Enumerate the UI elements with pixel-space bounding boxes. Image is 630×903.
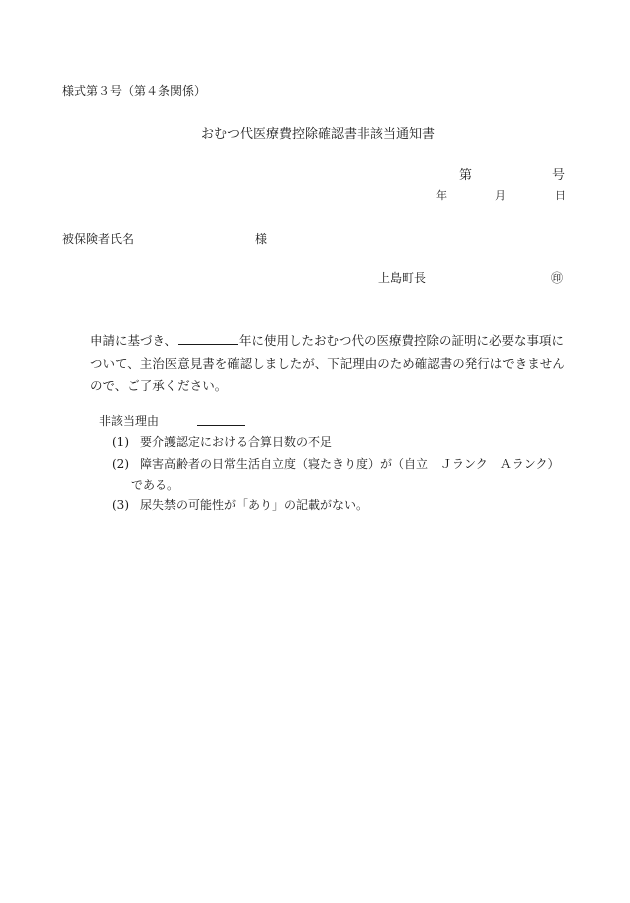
body-line-3: ので、ご了承ください。 — [90, 378, 228, 393]
reason-item-1 — [112, 433, 332, 450]
issuer: 上島町長 — [378, 271, 427, 285]
reason-label: 非該当理由 — [99, 414, 160, 428]
reason-item-2 — [112, 455, 560, 472]
insured-name-label: 被保険者氏名 — [62, 232, 135, 246]
body-line-2: ついて、主治医意見書を確認しましたが、下記理由のため確認書の発行はできません — [90, 355, 565, 371]
date-day-label: 日 — [555, 189, 566, 202]
date-month-label: 月 — [495, 189, 506, 202]
reason-item-3 — [112, 496, 368, 513]
date-year-label: 年 — [436, 189, 447, 202]
reason-blank-line — [197, 425, 245, 426]
number-suffix: 号 — [552, 168, 566, 183]
reason-item-2-number: (2) — [112, 457, 129, 471]
body-line-1-before: 申請に基づき、 — [90, 333, 178, 348]
form-number: 様式第３号（第４条関係） — [62, 84, 207, 98]
reason-item-1-number: (1) — [112, 435, 129, 449]
document-title: おむつ代医療費控除確認書非該当通知書 — [200, 127, 435, 142]
honorific: 様 — [255, 232, 268, 246]
reason-item-3-number: (3) — [112, 498, 129, 512]
number-prefix: 第 — [459, 168, 473, 183]
reason-item-3-text: 尿失禁の可能性が「あり」の記載がない。 — [140, 498, 369, 512]
body-line-1-after: 年に使用したおむつ代の医療費控除の証明に必要な事項に — [239, 333, 565, 348]
body-line-1 — [90, 330, 570, 353]
year-blank — [178, 332, 238, 345]
reason-item-2-continuation: である。 — [131, 478, 180, 492]
body-paragraph — [90, 330, 570, 398]
reason-item-2-text: 障害高齢者の日常生活自立度（寝たきり度）が（自立 Ｊランク Ａランク） — [140, 457, 560, 471]
reason-item-1-text: 要介護認定における合算日数の不足 — [140, 435, 333, 449]
seal-mark: ㊞ — [551, 271, 564, 285]
